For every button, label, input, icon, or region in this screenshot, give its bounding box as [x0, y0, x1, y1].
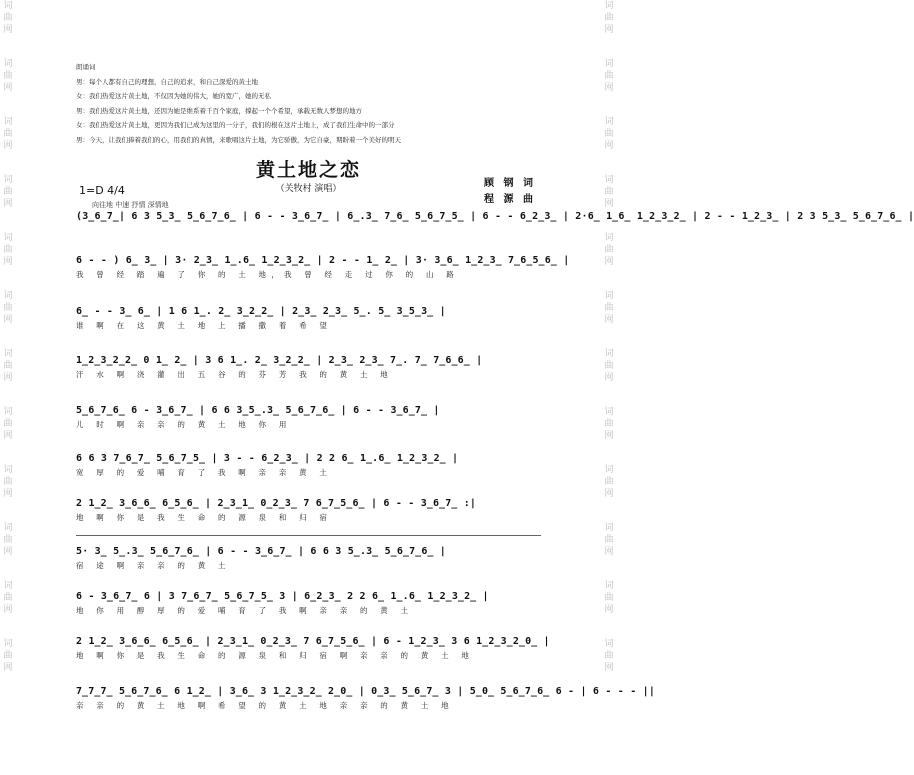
watermark-glyph: 词	[3, 117, 13, 127]
watermark-glyph: 网	[604, 315, 614, 325]
watermark-glyph: 词	[604, 349, 614, 359]
score-row	[76, 306, 546, 331]
watermark-glyph: 网	[3, 83, 13, 93]
watermark-glyph: 曲	[3, 651, 13, 661]
watermark-glyph: 网	[604, 25, 614, 35]
score-row	[76, 405, 546, 430]
recitation-line: 男：我们热爱这片黄土地，还因为她是维系着千百个家庭，撑起一个个希望，承载无数人梦想的地方	[76, 106, 362, 115]
recitation-line: 男：每个人都有自己的理想，自己的追求，和自己深爱的黄土地	[76, 77, 258, 86]
watermark-right	[602, 0, 616, 775]
watermark-glyph: 曲	[604, 245, 614, 255]
recitation-line: 女：我们热爱这片黄土地，更因为我们已成为这里的一分子，我们的根在这片土地上，成了我们生命中的一部分	[76, 121, 395, 129]
watermark-glyph: 网	[3, 315, 13, 325]
watermark-glyph: 网	[3, 431, 13, 441]
tempo-marking: 向往地 中速 抒情 深情地	[92, 201, 169, 209]
watermark-glyph: 曲	[3, 593, 13, 603]
lyricist: 顾 钢 词	[484, 178, 536, 189]
watermark-glyph: 词	[3, 407, 13, 417]
watermark-glyph: 网	[604, 547, 614, 557]
watermark-glyph: 曲	[604, 129, 614, 139]
watermark-glyph: 曲	[3, 303, 13, 313]
watermark-glyph: 网	[3, 373, 13, 383]
watermark-glyph: 曲	[3, 71, 13, 81]
watermark-glyph: 词	[3, 291, 13, 301]
notation-line: 6 - - ) 6̲ 3̲ | 3· 2̲3̲ 1̲.6̲ 1̲2̲3̲2̲ | 2 - - 1̲ 2̲ | 3· 3̲6̲ 1̲2̲3̲ 7̲6̲5̲6̲ |	[76, 255, 570, 266]
watermark-glyph: 曲	[604, 303, 614, 313]
watermark-glyph: 词	[3, 59, 13, 69]
watermark-glyph: 曲	[604, 593, 614, 603]
notation-line: 6 - 3̲6̲7̲ 6 | 3 7̲6̲7̲ 5̲6̲7̲5̲ 3 | 6̲2̲3̲ 2 2 6̲ 1̲.6̲ 1̲2̲3̲2̲ |	[76, 591, 489, 602]
watermark-glyph: 网	[604, 199, 614, 209]
notation-line: 7̲7̲7̲ 5̲6̲7̲6̲ 6 1̲2̲ | 3̲6̲ 3 1̲2̲3̲2̲ 2̲0̲ | 0̲3̲ 5̲6̲7̲ 3 | 5̲0̲ 5̲6̲7̲6̲ 6 - | 6 - - - ||	[76, 686, 656, 697]
lyric-line: 宿 途 啊 亲 亲 的 黄 土	[76, 561, 231, 570]
watermark-glyph: 网	[3, 25, 13, 35]
lyric-line: 汗 水 啊 浇 灌 出 五 谷 的 芬 芳 我 的 黄 土 地	[76, 370, 393, 379]
watermark-glyph: 网	[604, 489, 614, 499]
watermark-glyph: 曲	[604, 651, 614, 661]
watermark-glyph: 曲	[3, 535, 13, 545]
notation-line: 6̲ - - 3̲ 6̲ | 1 6 1̲. 2̲ 3̲2̲2̲ | 2̲3̲ 2̲3̲ 5̲. 5̲ 3̲5̲3̲ |	[76, 306, 446, 317]
watermark-glyph: 网	[604, 373, 614, 383]
score-row	[76, 498, 546, 523]
watermark-glyph: 网	[604, 141, 614, 151]
watermark-glyph: 词	[604, 639, 614, 649]
watermark-glyph: 曲	[604, 535, 614, 545]
watermark-glyph: 词	[604, 523, 614, 533]
watermark-glyph: 网	[3, 199, 13, 209]
watermark-glyph: 词	[604, 175, 614, 185]
notation-line: 1̲2̲3̲2̲2̲ 0 1̲ 2̲ | 3 6 1̲. 2̲ 3̲2̲2̲ | 2̲3̲ 2̲3̲ 7̲. 7̲ 7̲6̲6̲ |	[76, 355, 483, 366]
watermark-glyph: 曲	[3, 477, 13, 487]
watermark-glyph: 词	[3, 523, 13, 533]
notation-line: 5· 3̲ 5̲.3̲ 5̲6̲7̲6̲ | 6 - - 3̲6̲7̲ | 6 6 3 5̲.3̲ 5̲6̲7̲6̲ |	[76, 546, 447, 557]
song-credits	[484, 176, 536, 208]
watermark-glyph: 网	[3, 257, 13, 267]
score-row	[76, 636, 550, 661]
score-row	[76, 453, 546, 478]
watermark-glyph: 曲	[3, 361, 13, 371]
watermark-glyph: 曲	[604, 13, 614, 23]
watermark-glyph: 曲	[3, 187, 13, 197]
lyric-line: 儿 时 啊 亲 亲 的 黄 土 地 你 用	[76, 420, 292, 429]
watermark-glyph: 网	[604, 605, 614, 615]
watermark-glyph: 词	[3, 639, 13, 649]
watermark-glyph: 词	[3, 349, 13, 359]
watermark-glyph: 网	[3, 547, 13, 557]
watermark-glyph: 词	[604, 581, 614, 591]
watermark-glyph: 曲	[604, 477, 614, 487]
watermark-glyph: 词	[604, 407, 614, 417]
watermark-glyph: 词	[604, 59, 614, 69]
watermark-glyph: 曲	[3, 245, 13, 255]
score-row	[76, 686, 656, 711]
score-row	[76, 355, 546, 380]
watermark-glyph: 网	[3, 605, 13, 615]
watermark-glyph: 网	[604, 663, 614, 673]
watermark-glyph: 词	[3, 233, 13, 243]
lyric-line: 我 曾 经 踏 遍 了 你 的 土 地，我 曾 经 走 过 你 的 山 路	[76, 270, 459, 279]
watermark-glyph: 词	[604, 1, 614, 11]
watermark-glyph: 网	[604, 431, 614, 441]
composer: 程 源 曲	[484, 194, 536, 205]
watermark-glyph: 词	[3, 465, 13, 475]
watermark-glyph: 词	[604, 117, 614, 127]
score-row	[76, 546, 546, 571]
watermark-glyph: 曲	[604, 187, 614, 197]
watermark-glyph: 曲	[604, 361, 614, 371]
watermark-glyph: 词	[3, 175, 13, 185]
watermark-glyph: 词	[604, 291, 614, 301]
lyric-line: 宽 厚 的 爱 哺 育 了 我 啊 亲 亲 黄 土	[76, 468, 333, 477]
recitation-line: 女：我们热爱这片黄土地，不仅因为她的伟大，她的宽广，她的无私	[76, 92, 271, 100]
key-signature: 1=D 4/4	[79, 184, 125, 197]
watermark-glyph: 网	[604, 257, 614, 267]
lyric-line: 谁 啊 在 这 黄 土 地 上 播 撒 着 希 望	[76, 321, 333, 330]
intro-recitation	[76, 60, 536, 147]
score-row	[76, 211, 914, 222]
watermark-glyph: 曲	[604, 71, 614, 81]
notation-line: 5̲6̲7̲6̲ 6 - 3̲6̲7̲ | 6 6 3̲5̲.3̲ 5̲6̲7̲6̲ | 6 - - 3̲6̲7̲ |	[76, 405, 440, 416]
song-title: 黄土地之恋	[255, 159, 361, 181]
watermark-glyph: 词	[604, 465, 614, 475]
watermark-glyph: 词	[3, 581, 13, 591]
watermark-glyph: 网	[604, 83, 614, 93]
lyric-line: 地 啊 你 是 我 生 命 的 源 泉 和 归 宿 啊 亲 亲 的 黄 土 地	[76, 651, 475, 660]
recitation-line: 朗诵词	[76, 63, 96, 71]
watermark-glyph: 网	[3, 141, 13, 151]
watermark-glyph: 曲	[3, 13, 13, 23]
watermark-glyph: 曲	[3, 129, 13, 139]
lyric-line: 地 啊 你 是 我 生 命 的 源 泉 和 归 宿	[76, 513, 333, 522]
notation-line: 2 1̲2̲ 3̲6̲6̲ 6̲5̲6̲ | 2̲3̲1̲ 0̲2̲3̲ 7 6̲7̲5̲6̲ | 6 - 1̲2̲3̲ 3 6 1̲2̲3̲2̲0̲ |	[76, 636, 550, 647]
notation-line: 6 6 3 7̲6̲7̲ 5̲6̲7̲5̲ | 3 - - 6̲2̲3̲ | 2 2 6̲ 1̲.6̲ 1̲2̲3̲2̲ |	[76, 453, 459, 464]
recitation-line: 男：今天，让我们捧着我们的心，用我们的真情，来歌唱这片土地，为它骄傲，为它自豪，期盼着一个美好的明天	[76, 135, 401, 144]
watermark-glyph: 网	[3, 663, 13, 673]
score-row	[76, 591, 546, 616]
watermark-left	[1, 0, 15, 775]
notation-line: (3̲6̲7̲| 6 3 5̲3̲ 5̲6̲7̲6̲ | 6 - - 3̲6̲7̲ | 6̲.3̲ 7̲6̲ 5̲6̲7̲5̲ | 6 - - 6̲2̲3̲ | 2·6̲ 1̲6̲ 1̲2̲3̲2̲ | 2 - - 1̲2̲3̲ | 2 3 5̲3̲ 5̲6̲7̲6̲ |	[76, 211, 914, 222]
watermark-glyph: 曲	[604, 419, 614, 429]
watermark-glyph: 曲	[3, 419, 13, 429]
notation-line: 2 1̲2̲ 3̲6̲6̲ 6̲5̲6̲ | 2̲3̲1̲ 0̲2̲3̲ 7 6̲7̲5̲6̲ | 6 - - 3̲6̲7̲ :|	[76, 498, 477, 509]
watermark-glyph: 词	[3, 1, 13, 11]
watermark-glyph: 词	[604, 233, 614, 243]
lyric-line: 亲 亲 的 黄 土 地 啊 希 望 的 黄 土 地 亲 亲 的 黄 土 地	[76, 701, 454, 710]
section-divider	[76, 535, 541, 536]
score-row	[76, 255, 570, 280]
song-subtitle: （关牧村 演唱）	[275, 184, 342, 194]
watermark-glyph: 网	[3, 489, 13, 499]
lyric-line: 地 你 用 醇 厚 的 爱 哺 育 了 我 啊 亲 亲 的 黄 土	[76, 606, 414, 615]
